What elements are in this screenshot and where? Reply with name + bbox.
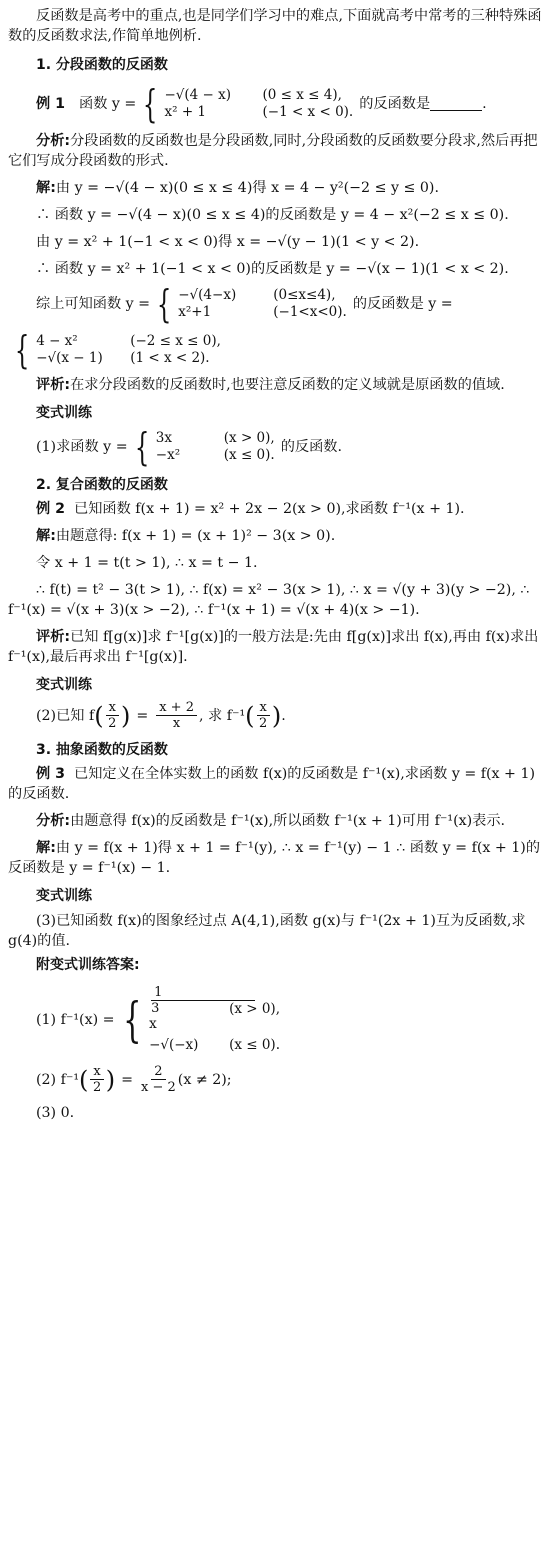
right-paren-icon: ) [105,1065,116,1094]
exercise-1 [36,425,542,469]
equals-sign: = [121,1071,134,1088]
case-cond: (x > 0), [229,1000,280,1017]
exercise-1-tail: 的反函数. [280,439,342,455]
solution-2-line-1 [8,526,542,546]
right-paren-icon: ) [120,701,131,730]
case-cond: (−1<x<0). [273,304,347,320]
solution-1-line-1 [8,178,542,198]
analysis-label: 分析: [36,813,71,829]
example-1-cases [165,87,354,121]
answer-blank [430,98,482,111]
solution-2-line-3: ∴ f(t) = t² − 3(t > 1), ∴ f(x) = x² − 3(x > 1), ∴ x = √(y + 3)(y > −2), ∴ f⁻¹(x) = √(x + 3)(x > −2), ∴ f⁻¹(x + 1) = √(x + 4)(x > −1). [8,582,530,618]
summary-tail: 的反函数是 y = [352,296,453,312]
fraction [257,700,270,731]
solution-text: 由 y = f(x + 1)得 x + 1 = f⁻¹(y), ∴ x = f⁻¹(y) − 1 ∴ 函数 y = f(x + 1)的反函数是 y = f⁻¹(x) − 1. [8,840,541,876]
denominator: 2 [108,716,117,731]
solution-1-result [8,328,542,372]
case-expr: 4 − x² [36,333,78,349]
case-cond: (x ≤ 0). [229,1037,280,1053]
solution-label: 解: [36,840,56,856]
exercise-2-mid: , 求 f⁻¹ [198,707,246,724]
numerator: x + 2 [156,700,197,716]
analysis-label: 分析: [36,133,71,149]
example-1-lead: 函数 y = [79,96,137,112]
analysis-3 [8,811,542,831]
right-paren-icon: ) [271,701,282,730]
case-expr: −√(−x) [149,1037,199,1053]
case-expr: −√(4−x) [178,287,237,303]
case-cond: (x ≤ 0). [223,447,275,463]
example-1-end: . [482,96,487,112]
case-cond: (0 ≤ x ≤ 4), [262,87,342,103]
solution-text: 由题意得: f(x + 1) = (x + 1)² − 3(x > 0). [55,528,336,544]
solution-text: 由 y = −√(4 − x)(0 ≤ x ≤ 4)得 x = 4 − y²(−2 ≤ y ≤ 0). [55,180,439,196]
section-3-title: 3. 抽象函数的反函数 [36,742,168,758]
example-3 [8,764,542,804]
denominator: x [172,716,181,731]
comment-2 [8,627,542,667]
solution-label: 解: [36,180,56,196]
numerator: x [90,1064,103,1080]
comment-text: 在求分段函数的反函数时,也要注意反函数的定义域就是原函数的值域. [70,377,505,393]
result-cases [36,333,221,367]
solution-label: 解: [36,528,56,544]
exercise-1-cases [156,430,275,464]
left-brace-icon: { [134,425,149,469]
fraction [106,700,119,731]
exercise-heading-3: 变式训练 [36,888,92,904]
exercise-heading-1: 变式训练 [36,405,92,421]
example-3-text: 已知定义在全体实数上的函数 f(x)的反函数是 f⁻¹(x),求函数 y = f(x + 1)的反函数. [8,766,536,802]
analysis-1 [8,131,542,171]
answer-2-cond: (x ≠ 2); [177,1071,232,1088]
solution-1-line-2: ∴ 函数 y = −√(4 − x)(0 ≤ x ≤ 4)的反函数是 y = 4 − x²(−2 ≤ x ≤ 0). [36,207,509,223]
answer-2 [36,1064,542,1095]
numerator: x [106,700,119,716]
left-brace-icon: { [143,82,158,126]
example-2-label: 例 2 [36,501,65,517]
example-1-tail: 的反函数是 [359,96,431,112]
numerator: 2 [151,1064,165,1080]
case-expr: −√(x − 1) [36,350,103,366]
exercise-1-lead: (1)求函数 y = [36,439,128,455]
answers-title: 附变式训练答案: [36,957,140,973]
section-2-title: 2. 复合函数的反函数 [36,477,168,493]
denominator: 2 [92,1080,102,1095]
comment-text: 已知 f[g(x)]求 f⁻¹[g(x)]的一般方法是:先由 f[g(x)]求出 f(x),再由 f(x)求出 f⁻¹(x),最后再求出 f⁻¹[g(x)]. [8,629,539,665]
case-cond: (1 < x < 2). [130,350,210,366]
analysis-text: 分段函数的反函数也是分段函数,同时,分段函数的反函数要分段求,然后再把它们写成分段函数的形式. [8,133,538,169]
exercise-3: (3)已知函数 f(x)的图象经过点 A(4,1),函数 g(x)与 f⁻¹(2x + 1)互为反函数,求 g(4)的值. [8,913,526,949]
answer-3: (3) 0. [36,1105,75,1121]
solution-1-summary [36,282,542,326]
equals-sign: = [136,707,149,724]
example-1 [36,82,542,126]
case-expr: 3x [155,430,172,446]
intro-paragraph: 反函数是高考中的重点,也是同学们学习中的难点,下面就高考中常考的三种特殊函数的反函数求法,作简单地例析. [8,8,542,44]
solution-1-line-3: 由 y = x² + 1(−1 < x < 0)得 x = −√(y − 1)(1 < y < 2). [36,234,420,250]
variable: x [149,1016,157,1032]
answer-1 [36,985,542,1054]
left-brace-icon: { [156,282,172,326]
analysis-text: 由题意得 f(x)的反函数是 f⁻¹(x),所以函数 f⁻¹(x + 1)可用 f⁻¹(x)表示. [70,813,506,829]
example-2-text: 已知函数 f(x + 1) = x² + 2x − 2(x > 0),求函数 f⁻¹(x + 1). [74,501,465,517]
comment-1 [8,375,542,395]
fraction [90,1064,103,1095]
case-expr: −x² [155,447,181,463]
exercise-2-lead: (2)已知 f [36,707,95,724]
case-cond: (−1 < x < 0). [262,104,354,120]
solution-3 [8,838,542,878]
exercise-heading-2: 变式训练 [36,677,92,693]
denominator: x − 2 [141,1080,176,1095]
comment-label: 评析: [36,629,71,645]
case-cond: (x > 0), [223,430,275,446]
solution-1-line-4: ∴ 函数 y = x² + 1(−1 < x < 0)的反函数是 y = −√(x − 1)(1 < x < 2). [36,261,509,277]
example-1-label: 例 1 [36,96,65,112]
answer-1-lead: (1) f⁻¹(x) = [36,1011,115,1028]
case-expr: x²+1 [178,304,212,320]
numerator: x [257,700,270,716]
left-brace-icon: { [122,991,141,1048]
denominator: 3 [151,1001,160,1016]
left-paren-icon: ( [94,701,104,730]
case-cond: (0≤x≤4), [273,287,336,303]
section-1-title: 1. 分段函数的反函数 [36,57,168,73]
summary-cases [178,287,347,321]
numerator: 1 [151,985,255,1001]
exercise-2-end: . [281,707,286,724]
case-expr: x² + 1 [164,104,207,120]
denominator: 2 [259,716,268,731]
fraction [156,700,197,731]
exercise-2 [36,700,542,731]
answer-2-lead: (2) f⁻¹ [36,1071,80,1088]
example-2 [8,499,542,519]
comment-label: 评析: [36,377,71,393]
fraction [141,1064,176,1095]
case-cond: (−2 ≤ x ≤ 0), [130,333,221,349]
left-paren-icon: ( [245,701,255,730]
example-3-label: 例 3 [36,766,65,782]
left-paren-icon: ( [79,1065,89,1094]
answer-1-cases [149,985,280,1054]
left-brace-icon: { [14,328,30,372]
case-expr: −√(4 − x) [164,87,232,103]
solution-2-line-2: 令 x + 1 = t(t > 1), ∴ x = t − 1. [36,555,258,571]
summary-lead: 综上可知函数 y = [36,296,151,312]
